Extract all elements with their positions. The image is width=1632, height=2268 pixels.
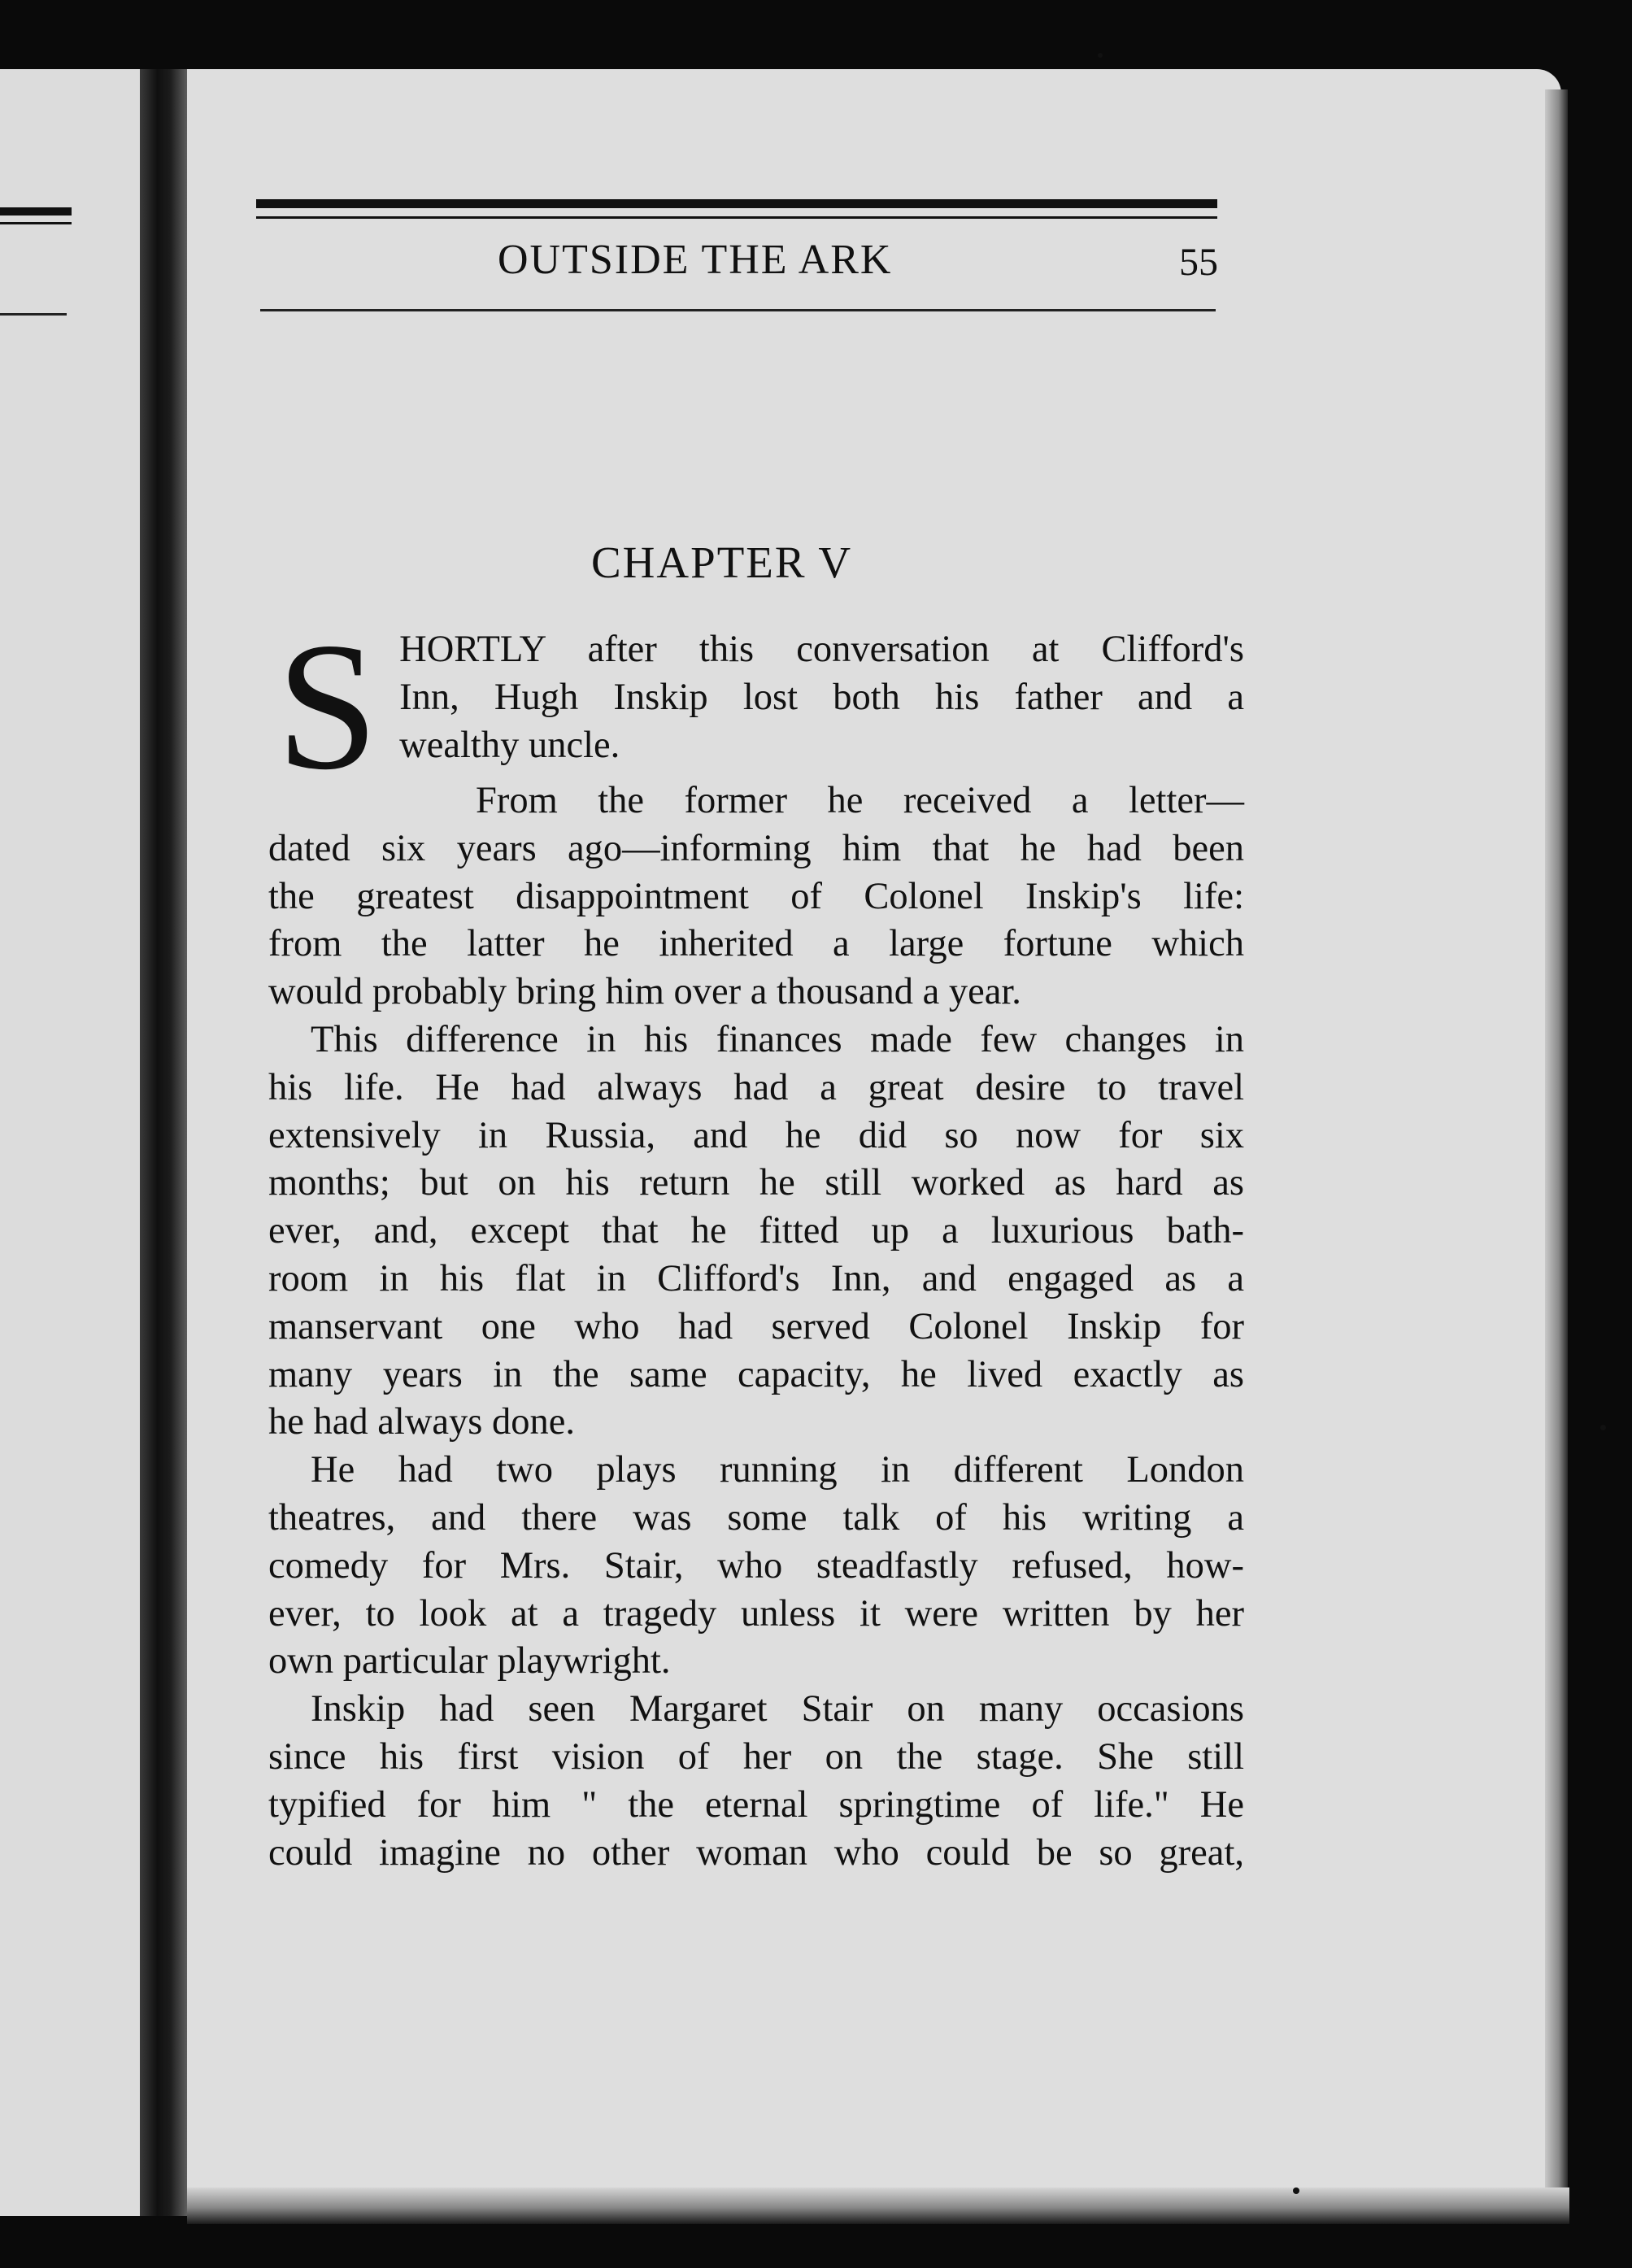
body-line: many years in the same capacity, he lived exactly as — [268, 1353, 1244, 1395]
body-line: typified for him " the eternal springtime of life." He — [268, 1783, 1244, 1826]
body-text — [268, 604, 1244, 1877]
body-line: room in his flat in Clifford's Inn, and engaged as a — [268, 1257, 1244, 1299]
book-gutter — [140, 69, 190, 2216]
body-line: ever, and, except that he fitted up a luxurious bath- — [268, 1210, 1244, 1252]
running-head: OUTSIDE THE ARK — [498, 237, 893, 283]
body-line: He had two plays running in different London — [311, 1449, 1244, 1491]
body-line: From the former he received a letter— — [476, 780, 1244, 821]
header-rule-bottom — [260, 309, 1216, 311]
body-line: months; but on his return he still worked as hard as — [268, 1162, 1244, 1204]
scan-speck — [1600, 1425, 1606, 1430]
left-page — [0, 69, 146, 2216]
body-line: Inskip had seen Margaret Stair on many occasions — [311, 1688, 1244, 1730]
page-right-edge — [1545, 89, 1568, 2204]
body-line: since his first vision of her on the stage. She still — [268, 1735, 1244, 1778]
body-line: wealthy uncle. — [399, 724, 620, 766]
scan-speck — [1293, 2187, 1299, 2194]
chapter-title: CHAPTER V — [591, 538, 853, 587]
left-header-rule-bottom — [0, 313, 67, 316]
body-line: his life. He had always had a great desire to travel — [268, 1066, 1244, 1108]
body-line: own particular playwright. — [268, 1640, 671, 1682]
scan-speck — [1098, 53, 1103, 58]
drop-cap: S — [276, 604, 379, 808]
body-line: manservant one who had served Colonel Inskip for — [268, 1305, 1244, 1347]
body-line: from the latter he inherited a large fortune which — [268, 923, 1244, 965]
body-line: theatres, and there was some talk of his writing a — [268, 1496, 1244, 1539]
page-number: 55 — [1179, 241, 1218, 284]
body-line: he had always done. — [268, 1401, 576, 1443]
body-line: extensively in Russia, and he did so now for six — [268, 1114, 1244, 1156]
body-line: the greatest disappointment of Colonel Inskip's life: — [268, 875, 1244, 917]
header-rule-thick — [256, 199, 1217, 208]
left-header-rule-thin — [0, 222, 72, 224]
body-line: comedy for Mrs. Stair, who steadfastly refused, how- — [268, 1544, 1244, 1587]
header-rule-thin — [256, 216, 1217, 219]
left-header-rule-thick — [0, 207, 72, 215]
body-line: would probably bring him over a thousand a year. — [268, 971, 1021, 1013]
body-line: HORTLY after this conversation at Clifford's — [399, 629, 1244, 670]
body-line: dated six years ago—informing him that he had been — [268, 827, 1244, 869]
body-line: Inn, Hugh Inskip lost both his father and a — [399, 676, 1244, 718]
body-line: This difference in his finances made few changes in — [311, 1018, 1244, 1060]
body-line: could imagine no other woman who could be so great, — [268, 1831, 1244, 1874]
page-bottom-edge — [187, 2187, 1569, 2224]
body-line: ever, to look at a tragedy unless it were written by her — [268, 1592, 1244, 1635]
